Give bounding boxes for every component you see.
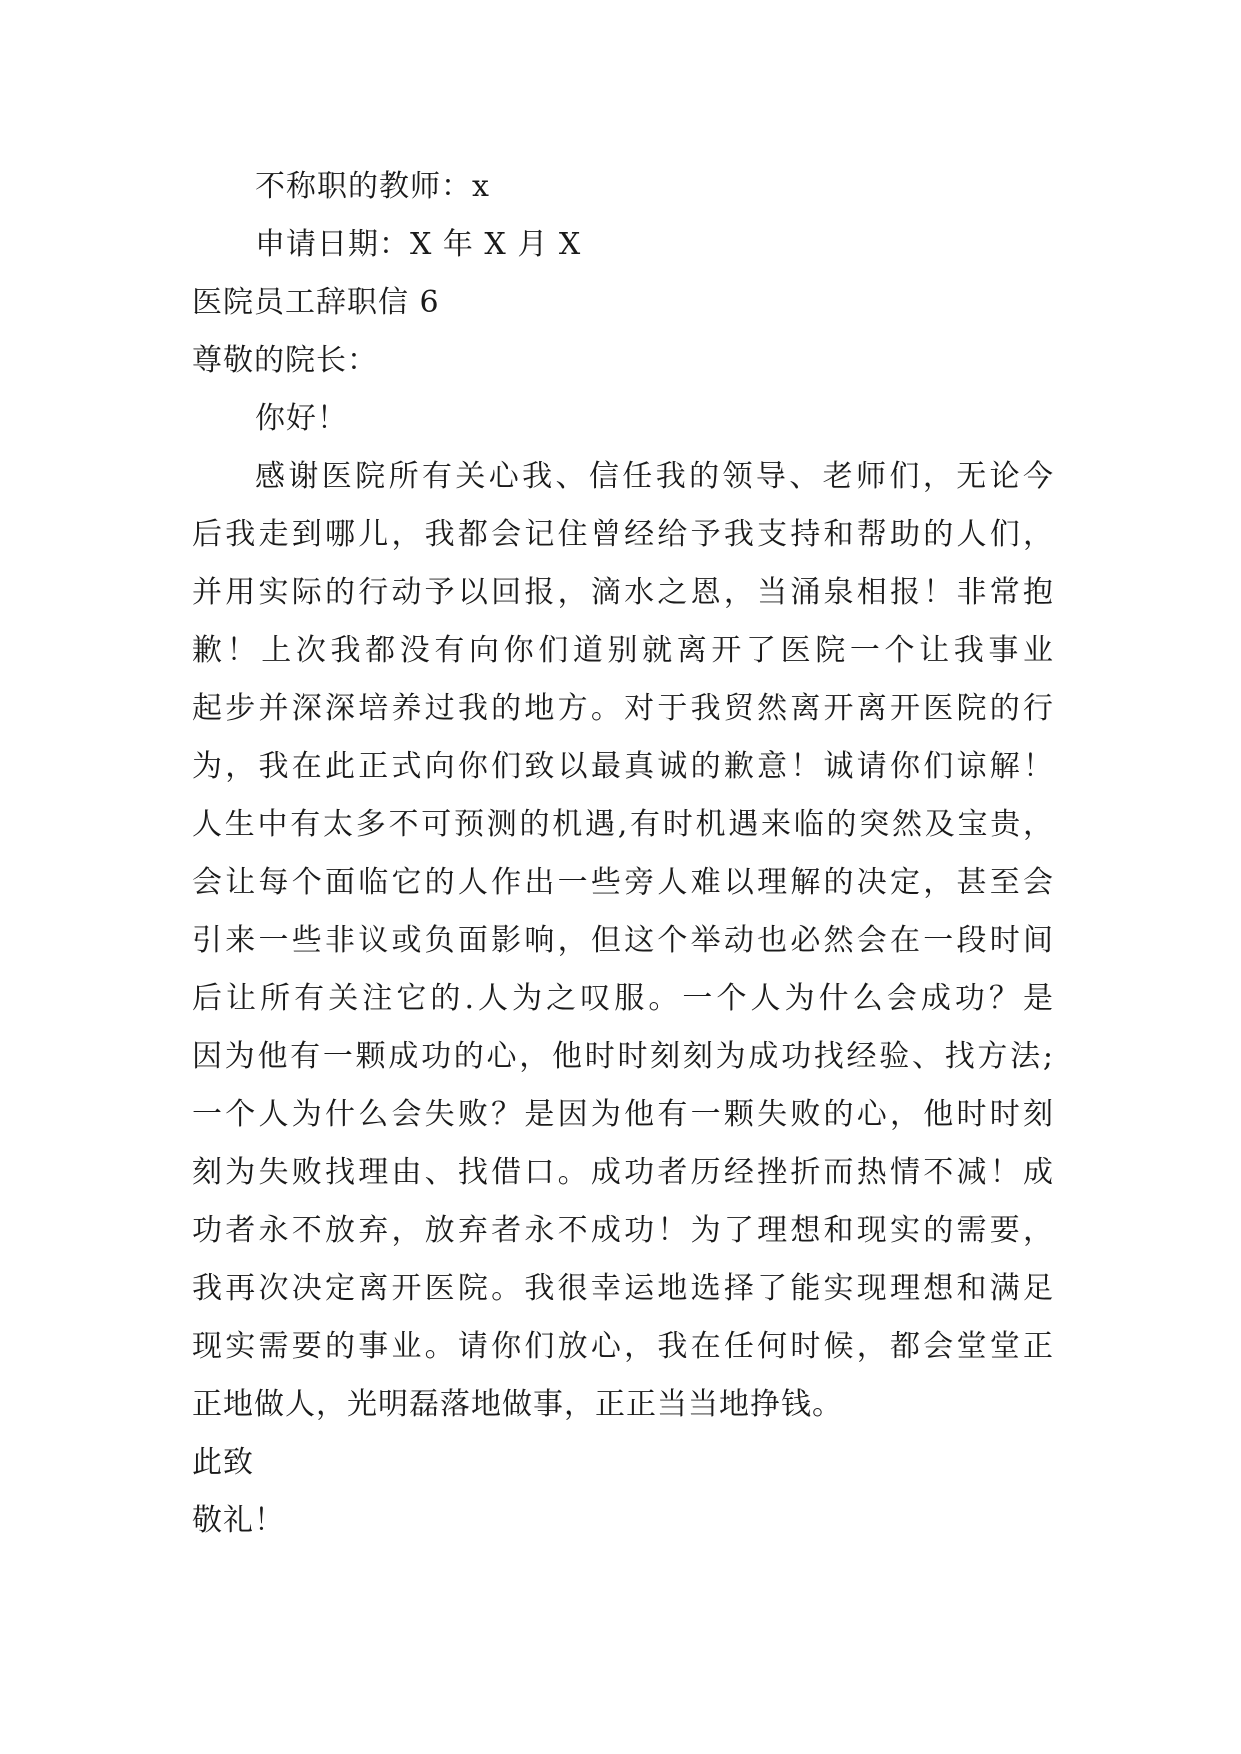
body-line: 因为他有一颗成功的心，他时时刻刻为成功找经验、找方法;	[192, 1039, 1054, 1074]
body-line: 我再次决定离开医院。我很幸运地选择了能实现理想和满足	[192, 1271, 1054, 1306]
body-line: 一个人为什么会失败？是因为他有一颗失败的心，他时时刻	[192, 1097, 1054, 1132]
body-line: 感谢医院所有关心我、信任我的领导、老师们，无论今	[255, 459, 1054, 494]
closing-line: 此致	[192, 1445, 254, 1480]
body-line: 歉！上次我都没有向你们道别就离开了医院一个让我事业	[192, 633, 1054, 668]
unqualified-teacher-line: 不称职的教师：x	[255, 169, 490, 204]
closing-salute: 敬礼！	[192, 1503, 285, 1538]
application-date-line: 申请日期：X 年 X 月 X	[255, 227, 582, 262]
letter-body-paragraph	[192, 448, 1054, 1434]
letter-title: 医院员工辞职信 6	[192, 285, 440, 320]
body-line: 并用实际的行动予以回报，滴水之恩，当涌泉相报！非常抱	[192, 575, 1054, 610]
body-line: 引来一些非议或负面影响，但这个举动也必然会在一段时间	[192, 923, 1054, 958]
salutation: 尊敬的院长：	[192, 343, 378, 378]
body-line: 为，我在此正式向你们致以最真诚的歉意！诚请你们谅解！	[192, 749, 1054, 784]
body-line: 人生中有太多不可预测的机遇,有时机遇来临的突然及宝贵，	[192, 807, 1054, 842]
body-line: 现实需要的事业。请你们放心，我在任何时候，都会堂堂正	[192, 1329, 1054, 1364]
body-line: 会让每个面临它的人作出一些旁人难以理解的决定，甚至会	[192, 865, 1054, 900]
body-line: 功者永不放弃，放弃者永不成功！为了理想和现实的需要，	[192, 1213, 1054, 1248]
body-line: 后我走到哪儿，我都会记住曾经给予我支持和帮助的人们，	[192, 517, 1054, 552]
body-line: 正地做人，光明磊落地做事，正正当当地挣钱。	[192, 1387, 843, 1422]
body-line: 起步并深深培养过我的地方。对于我贸然离开离开医院的行	[192, 691, 1054, 726]
body-line: 后让所有关注它的.人为之叹服。一个人为什么会成功？是	[192, 981, 1054, 1016]
body-line: 刻为失败找理由、找借口。成功者历经挫折而热情不减！成	[192, 1155, 1054, 1190]
greeting: 你好！	[255, 401, 348, 436]
letter-content	[192, 158, 1054, 1550]
